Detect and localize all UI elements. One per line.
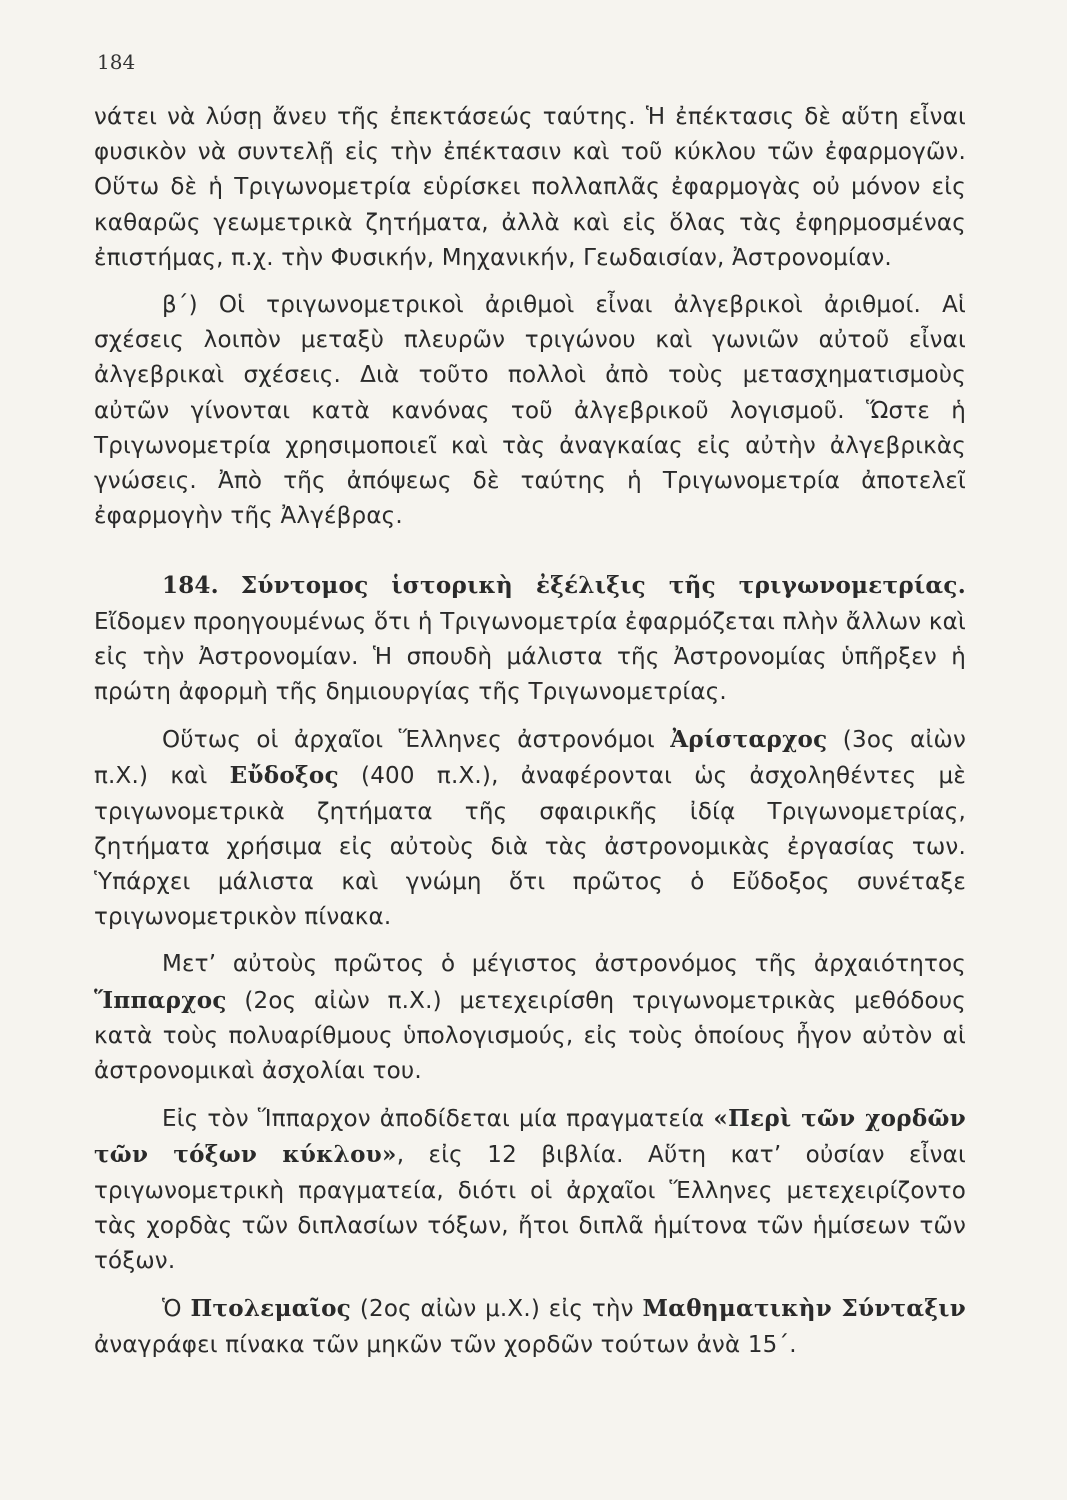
paragraph-treatise bbox=[94, 1101, 966, 1279]
name-hipparchus: Ἵππαρχος bbox=[94, 986, 227, 1014]
text-run: Μετ’ αὐτοὺς πρῶτος ὁ μέγιστος ἀστρονόμος τῆς ἀρχαιότητος bbox=[162, 951, 966, 978]
section-184-paragraph bbox=[94, 568, 966, 710]
section-intro-text: Εἴδομεν προηγουμένως ὅτι ἡ Τριγωνομετρία ἐφαρμόζεται πλὴν ἄλλων καὶ εἰς τὴν Ἀστρονομίαν. Ἡ σπουδὴ μάλιστα τῆς Ἀστρονομίας ὑπῆρξεν ἡ πρώτη ἀφορμὴ τῆς δημιουργίας τῆς Τριγωνομετρίας. bbox=[94, 608, 966, 706]
paragraph-ptolemy bbox=[94, 1291, 966, 1362]
text-run: (2ος αἰὼν μ.Χ.) εἰς τὴν bbox=[351, 1296, 643, 1323]
text-run: Εἰς τὸν Ἵππαρχον ἀποδίδεται μία πραγματεία bbox=[162, 1106, 714, 1133]
text-run: (3ος αἰὼν π.Χ.) καὶ bbox=[94, 727, 966, 790]
treatise-title: «Περὶ τῶν χορδῶν τῶν τόξων κύκλου» bbox=[94, 1105, 966, 1169]
name-ptolemy: Πτολεμαῖος bbox=[190, 1295, 352, 1323]
syntaxis-title: Μαθηματικὴν Σύνταξιν bbox=[642, 1295, 966, 1323]
section-heading: Σύντομος ἱστορικὴ ἐξέλιξις τῆς τριγωνομετρίας. bbox=[240, 572, 967, 600]
paragraph-2: β΄) Οἱ τριγωνομετρικοὶ ἀριθμοὶ εἶναι ἀλγεβρικοὶ ἀριθμοί. Αἱ σχέσεις λοιπὸν μεταξὺ πλευρῶν τριγώνου καὶ γωνιῶν αὐτοῦ εἶναι ἀλγεβρικαὶ σχέσεις. Διὰ τοῦτο πολλοὶ ἀπὸ τοὺς μετασχηματισμοὺς αὐτῶν γίνονται κατὰ κανόνας τοῦ ἀλγεβρικοῦ λογισμοῦ. Ὥστε ἡ Τριγωνομετρία χρησιμοποιεῖ καὶ τὰς ἀναγκαίας εἰς αὐτὴν ἀλγεβρικὰς γνώσεις. Ἀπὸ τῆς ἀπόψεως δὲ ταύτης ἡ Τριγωνομετρία ἀποτελεῖ ἐφαρμογὴν τῆς Ἀλγέβρας. bbox=[94, 292, 966, 530]
text-run: ἀναγράφει πίνακα τῶν μηκῶν τῶν χορδῶν τούτων ἀνὰ 15΄. bbox=[94, 1331, 797, 1358]
name-aristarchus: Ἀρίσταρχος bbox=[670, 726, 828, 754]
page-number: 184 bbox=[97, 50, 136, 74]
text-run: (400 π.Χ.), ἀναφέρονται ὡς ἀσχοληθέντες μὲ τριγωνομετρικὰ ζητήματα τῆς σφαιρικῆς ἰδίᾳ Τριγωνομετρίας, ζητήματα χρήσιμα εἰς αὐτοὺς διὰ τὰς ἀστρονομικὰς ἐργασίας των. Ὑπάρχει μάλιστα καὶ γνώμη ὅτι πρῶτος ὁ Εὔδοξος συνέταξε τριγωνομετρικὸν πίνακα. bbox=[94, 763, 966, 931]
section-number: 184. bbox=[162, 572, 219, 600]
name-eudoxus: Εὔδοξος bbox=[229, 762, 339, 790]
paragraph-1: νάτει νὰ λύσῃ ἄνευ τῆς ἐπεκτάσεώς ταύτης. Ἡ ἐπέκτασις δὲ αὕτη εἶναι φυσικὸν νὰ συντελῇ εἰς τὴν ἐπέκτασιν καὶ τοῦ κύκλου τῶν ἐφαρμογῶν. Οὕτω δὲ ἡ Τριγωνομετρία εὑρίσκει πολλαπλᾶς ἐφαρμογὰς οὐ μόνον εἰς καθαρῶς γεωμετρικὰ ζητήματα, ἀλλὰ καὶ εἰς ὅλας τὰς ἐφηρμοσμένας ἐπιστήμας, π.χ. τὴν Φυσικήν, Μηχανικήν, Γεωδαισίαν, Ἀστρονομίαν. bbox=[94, 104, 966, 271]
text-run: , εἰς 12 βιβλία. Αὕτη κατ’ οὐσίαν εἶναι τριγωνομετρικὴ πραγματεία, διότι οἱ ἀρχαῖοι Ἕλληνες μετεχειρίζοντο τὰς χορδὰς τῶν διπλασίων τόξων, ἤτοι διπλᾶ ἡμίτονα τῶν ἡμίσεων τῶν τόξων. bbox=[94, 1142, 966, 1275]
text-run: (2ος αἰὼν π.Χ.) μετεχειρίσθη τριγωνομετρικὰς μεθόδους κατὰ τοὺς πολυαρίθμους ὑπολογισμούς, εἰς τοὺς ὁποίους ἦγον αὐτὸν αἱ ἀστρονομικαὶ ἀσχολίαι του. bbox=[94, 987, 966, 1085]
body-text bbox=[94, 100, 966, 1363]
paragraph-aristarchus bbox=[94, 722, 966, 935]
text-run: Ὁ bbox=[162, 1296, 191, 1323]
text-run: Οὕτως οἱ ἀρχαῖοι Ἕλληνες ἀστρονόμοι bbox=[162, 727, 671, 754]
paragraph-hipparchus bbox=[94, 947, 966, 1089]
